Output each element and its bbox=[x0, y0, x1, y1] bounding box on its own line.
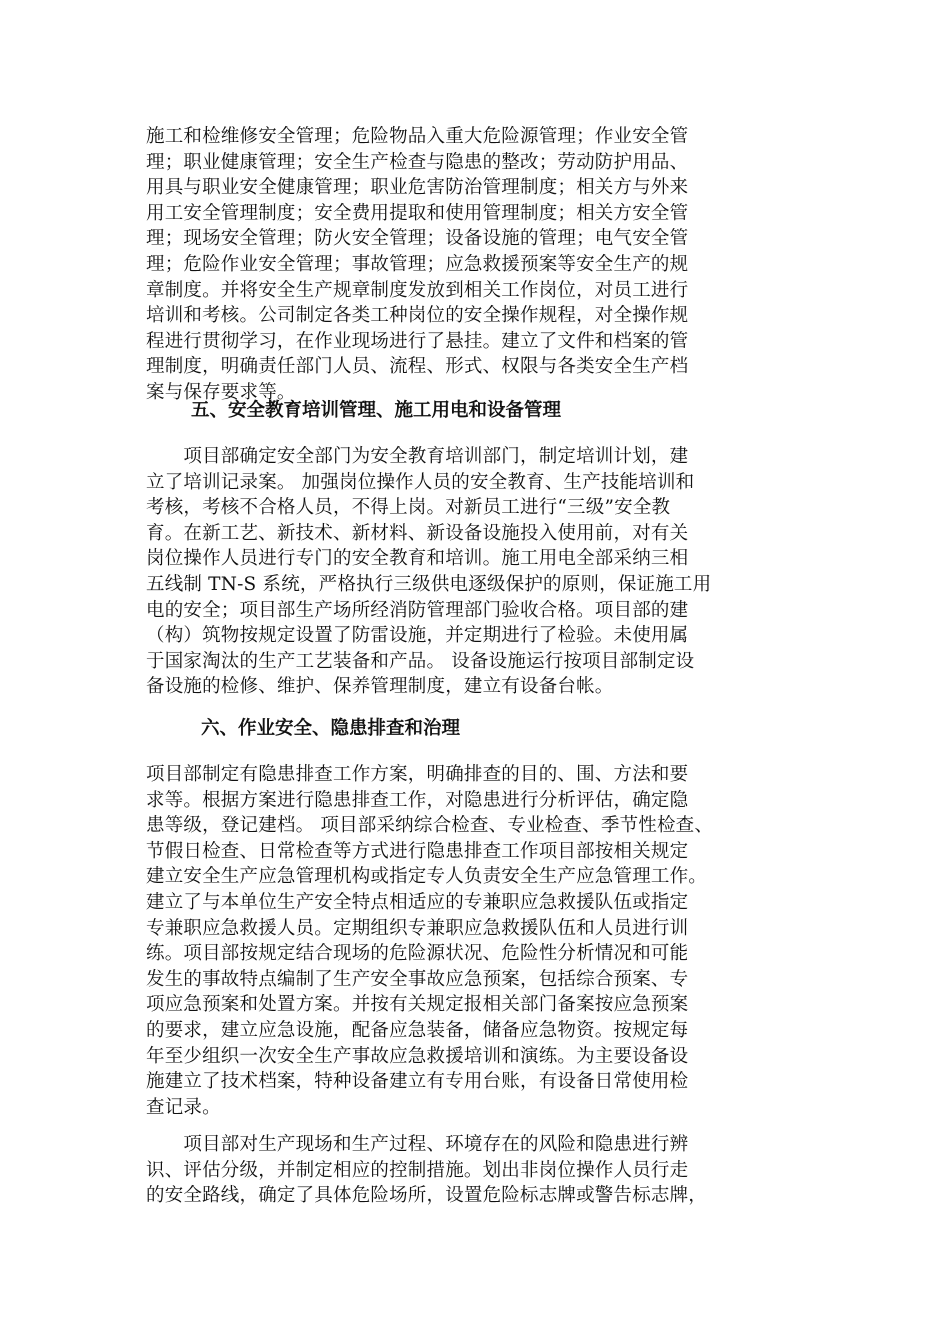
section-heading-6: 六、作业安全、隐患排查和治理 bbox=[201, 718, 461, 739]
paragraph-hazard-inspection: 项目部制定有隐患排查工作方案，明确排查的目的、围、方法和要 求等。根据方案进行隐患排查工作，对隐患进行分析评估，确定隐 患等级，登记建档。 项目部采纳综合检查、专业检查、季节性检查、 节假日检查、日常检查等方式进行隐患排查工作项目部按相关规定 建立安全生产应急管理机构或指定专人负责安全生产应急管理工作。 建立了与本单位生产安全特点相适应的专兼职应急救援队伍或指定 专兼职应急救援人员。定期组织专兼职应急救援队伍和人员进行训 练。项目部按规定结合现场的危险源状况、危险性分析情况和可能 发生的事故特点编制了生产安全事故应急预案，包括综合预案、专 项应急预案和处置方案。并按有关规定报相关部门备案按应急预案 的要求，建立应急设施，配备应急装备，储备应急物资。按规定每 年至少组织一次安全生产事故应急救援培训和演练。为主要设备设 施建立了技术档案，特种设备建立有专用台账，有设备日常使用检 查记录。 bbox=[146, 764, 714, 1118]
section-heading-5: 五、安全教育培训管理、施工用电和设备管理 bbox=[191, 400, 562, 421]
paragraph-risk-identification: 项目部对生产现场和生产过程、环境存在的风险和隐患进行辨 识、评估分级，并制定相应的控制措施。划出非岗位操作人员行走 的安全路线，确定了具体危险场所，设置危险标志牌或警告标志牌， bbox=[146, 1134, 708, 1207]
paragraph-management-systems: 施工和检维修安全管理；危险物品入重大危险源管理；作业安全管 理；职业健康管理；安全生产检查与隐患的整改；劳动防护用品、 用具与职业安全健康管理；职业危害防治管理制度；相关方与外来 用工安全管理制度；安全费用提取和使用管理制度；相关方安全管 理；现场安全管理；防火安全管理；设备设施的管理；电气安全管 理；危险作业安全管理；事故管理；应急救援预案等安全生产的规 章制度。并将安全生产规章制度发放到相关工作岗位，对员工进行 培训和考核。公司制定各类工种岗位的安全操作规程，对全操作规 程进行贯彻学习，在作业现场进行了悬挂。建立了文件和档案的管 理制度，明确责任部门人员、流程、形式、权限与各类安全生产档 案与保存要求等。 bbox=[146, 126, 689, 403]
paragraph-training-electricity-equipment: 项目部确定安全部门为安全教育培训部门，制定培训计划，建 立了培训记录案。 加强岗位操作人员的安全教育、生产技能培训和 考核，考核不合格人员，不得上岗。对新员工进行“三级”安全教 育。在新工艺、新技术、新材料、新设备设施投入使用前，对有关 岗位操作人员进行专门的安全教育和培训。施工用电全部采纳三相 五线制 TN-S 系统，严格执行三级供电逐级保护的原则，保证施工用 电的安全；项目部生产场所经消防管理部门验收合格。项目部的建 （构）筑物按规定设置了防雷设施，并定期进行了检验。未使用属 于国家淘汰的生产工艺装备和产品。 设备设施运行按项目部制定设 备设施的检修、维护、保养管理制度，建立有设备台帐。 bbox=[146, 446, 712, 698]
